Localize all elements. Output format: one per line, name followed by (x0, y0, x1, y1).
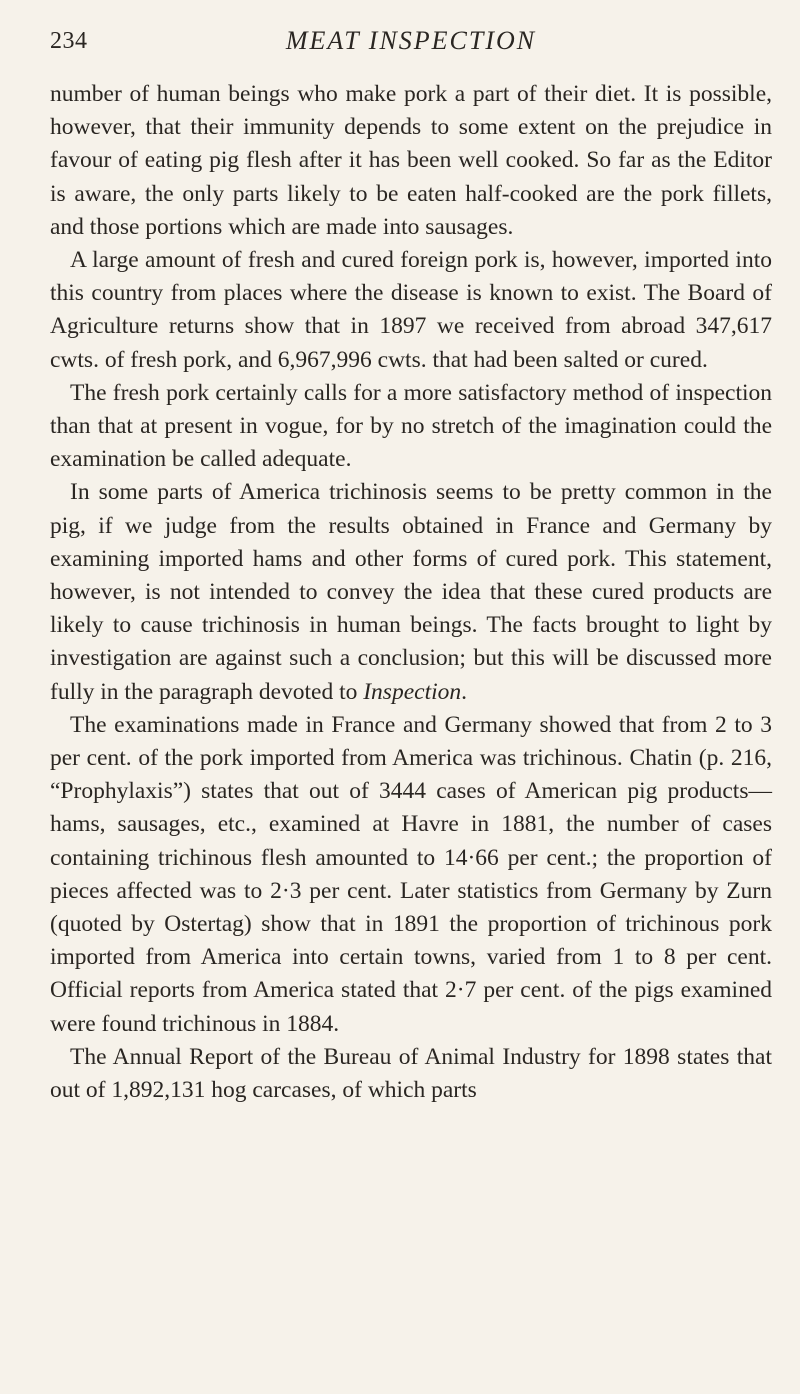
paragraph-imports: A large amount of fresh and cured foreign pork is, however, imported into this country from places where the disease is known to exist. The Board of Agriculture returns show that in 1897 we received from abroad 347,617 cwts. of fresh pork, and 6,967,996 cwts. that had been salted or cured. (50, 247, 772, 373)
paragraph-examinations: The examinations made in France and Germany showed that from 2 to 3 per cent. of the pork imported from America was trichinous. Chatin (p. 216, “Prophylaxis”) states that out of 3444 cases of American pig products—hams, sausages, etc., examined at Havre in 1881, the number of cases containing trichinous flesh amounted to 14·66 per cent.; the proportion of pieces affected was to 2·3 per cent. Later statistics from Germany by Zurn (quoted by Ostertag) show that in 1891 the proportion of trichinous pork imported from America into certain towns, varied from 1 to 8 per cent. Official reports from America stated that 2·7 per cent. of the pigs examined were found trichinous in 1884. (50, 711, 772, 1037)
page-header (50, 20, 772, 70)
paragraph-continuation: number of human beings who make pork a part of their diet. It is possible, however, that their immunity depends to some extent on the prejudice in favour of eating pig flesh after it has been well cooked. So far as the Editor is aware, the only parts likely to be eaten half-cooked are the pork fillets, and those portions which are made into sausages. (50, 81, 772, 240)
running-head: MEAT INSPECTION (285, 26, 537, 55)
paragraph-fresh-pork: The fresh pork certainly calls for a more satisfactory method of inspection than that at present in vogue, for by no stretch of the imagination could the examination be called adequate. (50, 379, 772, 473)
paragraph-america-text: In some parts of America trichinosis seems to be pretty common in the pig, if we judge from the results obtained in France and Germany by examining imported hams and other forms of cured pork. This statement, however, is not intended to convey the idea that these cured products are likely to cause trichinosis in human beings. The facts brought to light by investigation are against such a conclusion; but this will be discussed more fully in the paragraph devoted to (50, 479, 772, 705)
paragraph-america (50, 476, 772, 708)
page-number: 234 (50, 28, 88, 54)
inspection-reference: Inspection (363, 678, 462, 705)
paragraph-annual-report: The Annual Report of the Bureau of Animal Industry for 1898 states that out of 1,892,131 hog carcases, of which parts (50, 1043, 772, 1104)
body-text (50, 78, 772, 1107)
book-page (50, 20, 772, 1107)
paragraph-america-end: . (461, 678, 467, 705)
